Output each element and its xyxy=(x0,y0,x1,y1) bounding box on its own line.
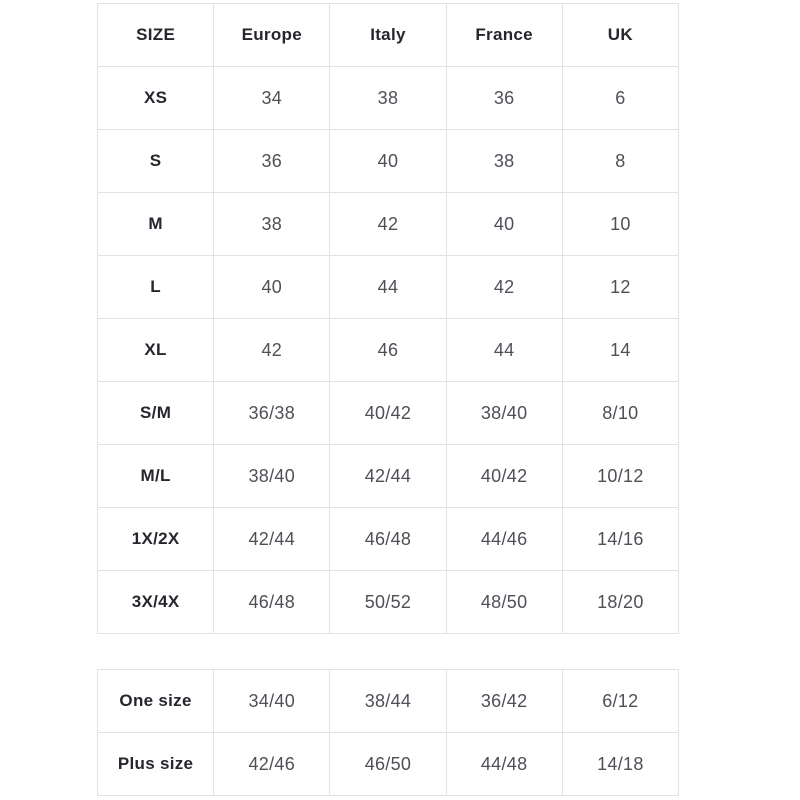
table-row xyxy=(98,571,679,634)
size-label-cell: XS xyxy=(98,67,214,130)
header-cell: SIZE xyxy=(98,4,214,67)
value-cell: 40 xyxy=(330,130,446,193)
header-row xyxy=(98,4,679,67)
table-row xyxy=(98,508,679,571)
value-cell: 10 xyxy=(562,193,678,256)
table-row xyxy=(98,445,679,508)
value-cell: 44 xyxy=(446,319,562,382)
value-cell: 46 xyxy=(330,319,446,382)
size-label-cell: 3X/4X xyxy=(98,571,214,634)
size-label-cell: L xyxy=(98,256,214,319)
size-label-cell: Plus size xyxy=(98,733,214,796)
size-label-cell: S xyxy=(98,130,214,193)
header-cell: UK xyxy=(562,4,678,67)
size-label-cell: M xyxy=(98,193,214,256)
value-cell: 38 xyxy=(214,193,330,256)
value-cell: 40/42 xyxy=(330,382,446,445)
table-row xyxy=(98,670,679,733)
value-cell: 42 xyxy=(214,319,330,382)
value-cell: 36 xyxy=(214,130,330,193)
table-row xyxy=(98,256,679,319)
special-sizes-table-body xyxy=(98,670,679,796)
value-cell: 42 xyxy=(330,193,446,256)
size-label-cell: XL xyxy=(98,319,214,382)
value-cell: 50/52 xyxy=(330,571,446,634)
value-cell: 36/42 xyxy=(446,670,562,733)
value-cell: 42/44 xyxy=(330,445,446,508)
value-cell: 38 xyxy=(330,67,446,130)
size-conversion-tables xyxy=(97,3,679,796)
value-cell: 14/16 xyxy=(562,508,678,571)
table-row xyxy=(98,319,679,382)
value-cell: 14/18 xyxy=(562,733,678,796)
value-cell: 42 xyxy=(446,256,562,319)
value-cell: 34 xyxy=(214,67,330,130)
value-cell: 36/38 xyxy=(214,382,330,445)
value-cell: 46/48 xyxy=(214,571,330,634)
header-cell: Europe xyxy=(214,4,330,67)
size-table-header xyxy=(98,4,679,67)
value-cell: 6 xyxy=(562,67,678,130)
value-cell: 44/48 xyxy=(446,733,562,796)
header-cell: France xyxy=(446,4,562,67)
value-cell: 6/12 xyxy=(562,670,678,733)
value-cell: 42/44 xyxy=(214,508,330,571)
size-label-cell: M/L xyxy=(98,445,214,508)
value-cell: 18/20 xyxy=(562,571,678,634)
value-cell: 48/50 xyxy=(446,571,562,634)
value-cell: 46/50 xyxy=(330,733,446,796)
size-label-cell: S/M xyxy=(98,382,214,445)
size-label-cell: One size xyxy=(98,670,214,733)
value-cell: 8/10 xyxy=(562,382,678,445)
value-cell: 38/40 xyxy=(446,382,562,445)
value-cell: 38/44 xyxy=(330,670,446,733)
table-row xyxy=(98,67,679,130)
size-table-body xyxy=(98,67,679,634)
header-cell: Italy xyxy=(330,4,446,67)
table-row xyxy=(98,733,679,796)
value-cell: 34/40 xyxy=(214,670,330,733)
value-cell: 12 xyxy=(562,256,678,319)
value-cell: 38/40 xyxy=(214,445,330,508)
table-row xyxy=(98,382,679,445)
value-cell: 44 xyxy=(330,256,446,319)
value-cell: 38 xyxy=(446,130,562,193)
size-conversion-table xyxy=(97,3,679,634)
value-cell: 36 xyxy=(446,67,562,130)
value-cell: 40 xyxy=(446,193,562,256)
table-row xyxy=(98,193,679,256)
value-cell: 44/46 xyxy=(446,508,562,571)
size-label-cell: 1X/2X xyxy=(98,508,214,571)
value-cell: 42/46 xyxy=(214,733,330,796)
value-cell: 14 xyxy=(562,319,678,382)
value-cell: 40 xyxy=(214,256,330,319)
value-cell: 8 xyxy=(562,130,678,193)
value-cell: 40/42 xyxy=(446,445,562,508)
table-row xyxy=(98,130,679,193)
value-cell: 10/12 xyxy=(562,445,678,508)
value-cell: 46/48 xyxy=(330,508,446,571)
special-sizes-table xyxy=(97,669,679,796)
